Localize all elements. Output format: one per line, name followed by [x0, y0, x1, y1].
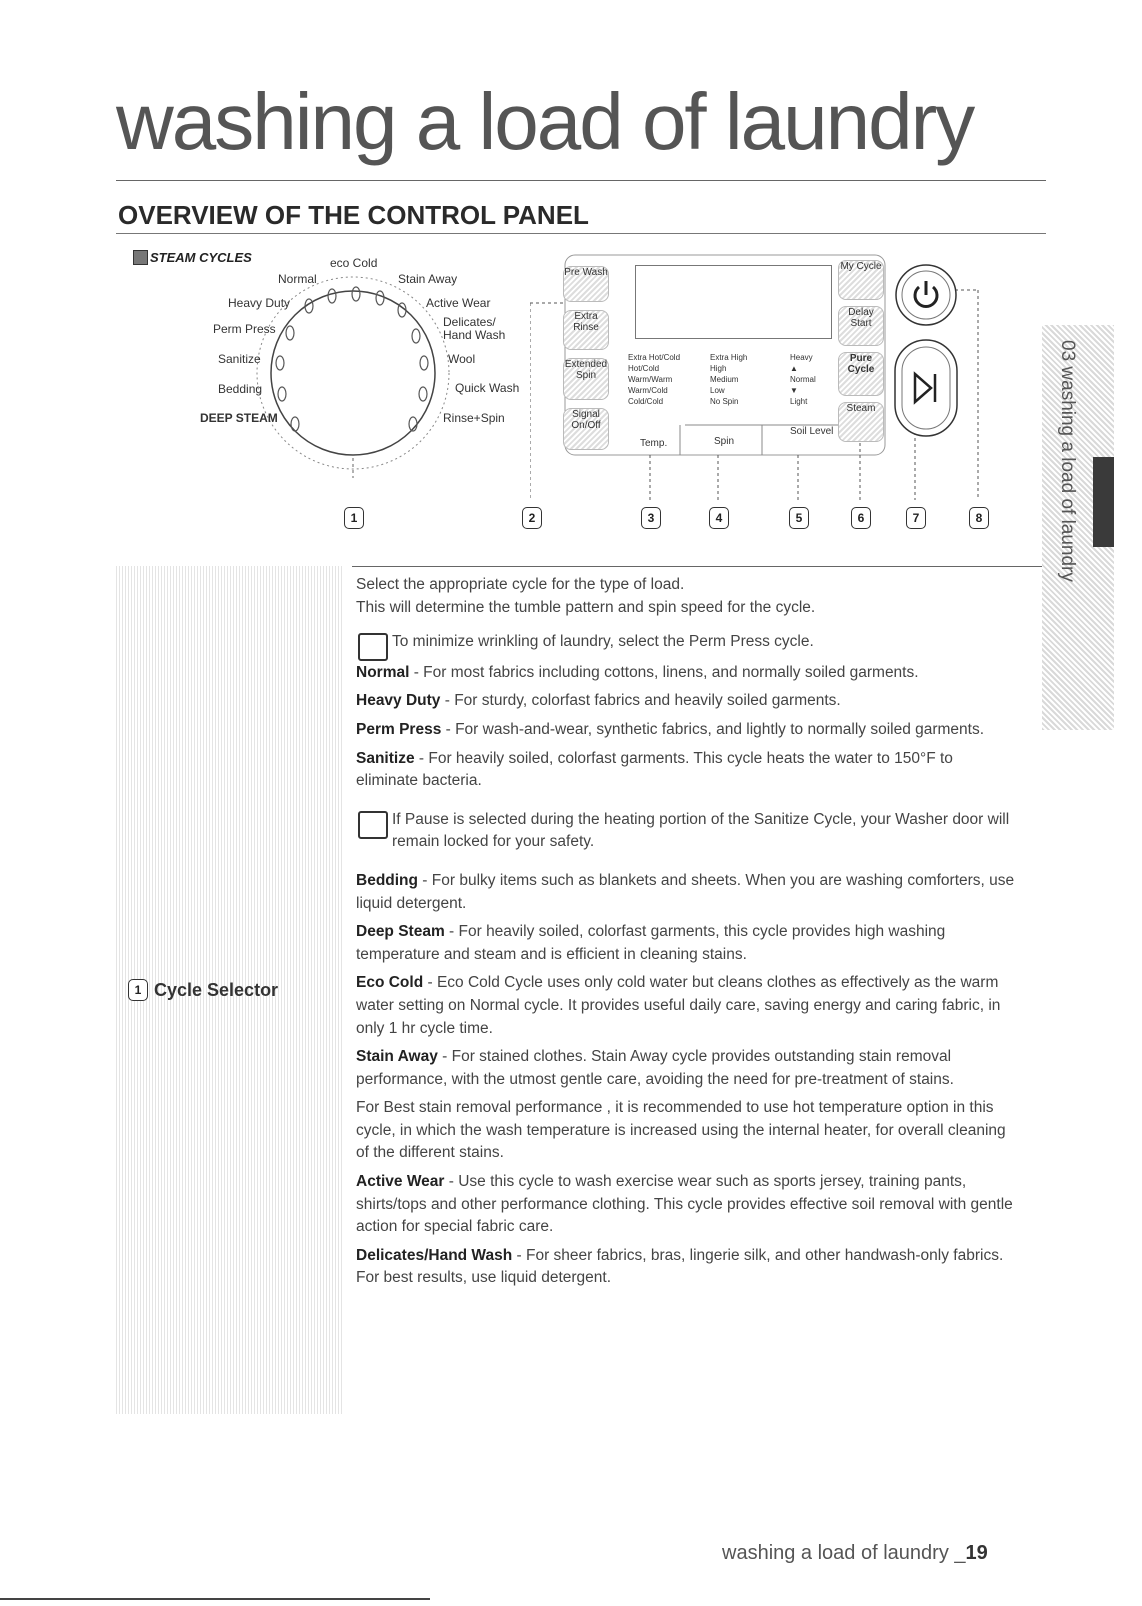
soil-options: Heavy ▲ Normal ▼ Light	[790, 353, 816, 406]
note-icon	[358, 633, 388, 661]
stain-away-extra: For Best stain removal performance , it is recommended to use hot temperature option in this cycle, in which the wash temperature is increased using the internal heater, for overall cleaning of the different stains.	[356, 1099, 1006, 1162]
dial-deep-steam: DEEP STEAM	[200, 411, 278, 425]
extra-rinse-button[interactable]: Extra Rinse	[563, 310, 609, 350]
sidebar-number: 1	[128, 979, 148, 1001]
my-cycle-button[interactable]: My Cycle	[838, 260, 884, 300]
dial-sanitize: Sanitize	[218, 352, 261, 366]
dial-delicates: Delicates/	[443, 315, 496, 329]
page-footer: washing a load of laundry _19	[722, 1542, 988, 1564]
cycle-selector-heading	[128, 980, 278, 1003]
callout-3: 3	[641, 507, 661, 529]
note-sanitize: If Pause is selected during the heating portion of the Sanitize Cycle, your Washer door will remain locked for your safety.	[392, 810, 1010, 851]
dial-bedding: Bedding	[218, 382, 263, 396]
content-divider	[352, 566, 1046, 567]
dial-quick-wash: Quick Wash	[455, 381, 520, 395]
bedding-term: Bedding	[356, 871, 418, 889]
heavy-duty-term: Heavy Duty	[356, 692, 441, 710]
page-title: washing a load of laundry	[116, 77, 974, 166]
dial-wool: Wool	[448, 352, 476, 366]
dial-eco-cold: eco Cold	[330, 256, 378, 270]
sidebar-label: Cycle Selector	[154, 980, 279, 1000]
callout-6: 6	[851, 507, 871, 529]
spin-button-label[interactable]: Spin	[714, 436, 735, 447]
dial-normal: Normal	[278, 272, 317, 286]
cycle-descriptions: Select the appropriate cycle for the type of load. This will determine the tumble pattern and spin speed for the cycle. To minimize wrinkling of laundry, select the Perm Press cycle. Normal - For most fabrics including cottons, linens, and normally soiled garments. Heavy Duty - For sturdy, colorfast fabrics and heavily soiled garments. Perm Press - For wash-and-wear, synthetic fabrics, and lightly to normally soiled garments. Sanitize - For heavily soiled, colorfast garments. This cycle heats the water to 150°F to eliminate bacteria. If Pause is selected during the heating portion of the Sanitize Cycle, your Washer door will remain locked for your safety. Bedding - For bulky items such as blankets and sheets. When you are washing comforters, use liquid detergent. Deep Steam - For heavily soiled, colorfast garments, this cycle provides high washing temperature and steam and is efficient in cleaning stains. Eco Cold - Eco Cold Cycle uses only cold water but cleans clothes as effectively as the warm water setting on Normal cycle. It provides useful daily care, saving energy and caring fabric, in only 1 hr cycle time. Stain Away - For stained clothes. Stain Away cycle provides outstanding stain removal performance, with the utmost gentle care, avoiding the need for pre-treatment of stains. For Best stain removal performance , it is recommended to use hot temperature option in this cycle, in which the wash temperature is increased using the internal heater, for overall cleaning of the different stains. Active Wear - Use this cycle to wash exercise wear such as sports jersey, training pants, shirts/tops and other performance clothing. This cycle provides effective soil removal with gentle action for special fabric care. Delicates/Hand Wash - For sheer fabrics, bras, lingerie silk, and other handwash-only fabrics. For best results, use liquid detergent.	[356, 576, 1015, 1287]
dial-stain-away: Stain Away	[398, 272, 458, 286]
temp-button-label[interactable]: Temp.	[640, 438, 668, 449]
dial-perm-press: Perm Press	[213, 322, 276, 336]
title-divider	[116, 180, 1046, 181]
intro-line-2: This will determine the tumble pattern and spin speed for the cycle.	[356, 598, 816, 616]
signal-button[interactable]: Signal On/Off	[563, 408, 609, 450]
callout-4: 4	[709, 507, 729, 529]
start-pause-icon[interactable]	[893, 338, 959, 438]
deep-steam-term: Deep Steam	[356, 923, 445, 941]
callout-7: 7	[906, 507, 926, 529]
lcd-display	[635, 265, 832, 339]
temp-options: Extra Hot/Cold Hot/Cold Warm/Warm Warm/Cold Cold/Cold	[628, 353, 681, 406]
callout-1: 1	[344, 507, 364, 529]
callout-8: 8	[969, 507, 989, 529]
steam-icon	[133, 250, 148, 265]
dial-heavy-duty: Heavy Duty	[228, 296, 291, 310]
active-wear-term: Active Wear	[356, 1173, 445, 1191]
power-icon[interactable]	[893, 262, 959, 328]
section-heading: OVERVIEW OF THE CONTROL PANEL	[118, 200, 589, 230]
spin-options: Extra High High Medium Low No Spin	[710, 353, 748, 406]
callout-2: 2	[522, 507, 542, 529]
note-icon	[358, 811, 388, 839]
steam-cycles-label: STEAM CYCLES	[150, 250, 252, 265]
eco-cold-term: Eco Cold	[356, 974, 424, 992]
extended-spin-button[interactable]: Extended Spin	[563, 358, 609, 400]
dial-active-wear: Active Wear	[426, 296, 491, 310]
note-perm-press: To minimize wrinkling of laundry, select the Perm Press cycle.	[392, 633, 814, 651]
dial-hand-wash: Hand Wash	[443, 328, 506, 342]
chapter-tab-marker	[1093, 457, 1114, 547]
chapter-tab-label: 03 washing a load of laundry	[1057, 340, 1078, 582]
bottom-rule	[0, 1598, 430, 1600]
page-number: 19	[965, 1542, 988, 1564]
callout-5: 5	[789, 507, 809, 529]
delay-start-button[interactable]: Delay Start	[838, 306, 884, 346]
dial-rinse-spin: Rinse+Spin	[443, 411, 505, 425]
stain-away-term: Stain Away	[356, 1048, 438, 1066]
sanitize-term: Sanitize	[356, 749, 415, 767]
pre-wash-button[interactable]: Pre Wash	[563, 266, 609, 302]
pure-cycle-button[interactable]: Pure Cycle	[838, 352, 884, 396]
cycle-dial	[240, 258, 460, 478]
section-divider	[116, 233, 1046, 234]
normal-term: Normal	[356, 663, 410, 681]
intro-line-1: Select the appropriate cycle for the type of load.	[356, 576, 685, 593]
delicates-term: Delicates/Hand Wash	[356, 1246, 513, 1264]
soil-level-button-label[interactable]: Soil Level	[790, 426, 834, 437]
steam-button[interactable]: Steam	[838, 402, 884, 442]
perm-press-term: Perm Press	[356, 720, 442, 738]
